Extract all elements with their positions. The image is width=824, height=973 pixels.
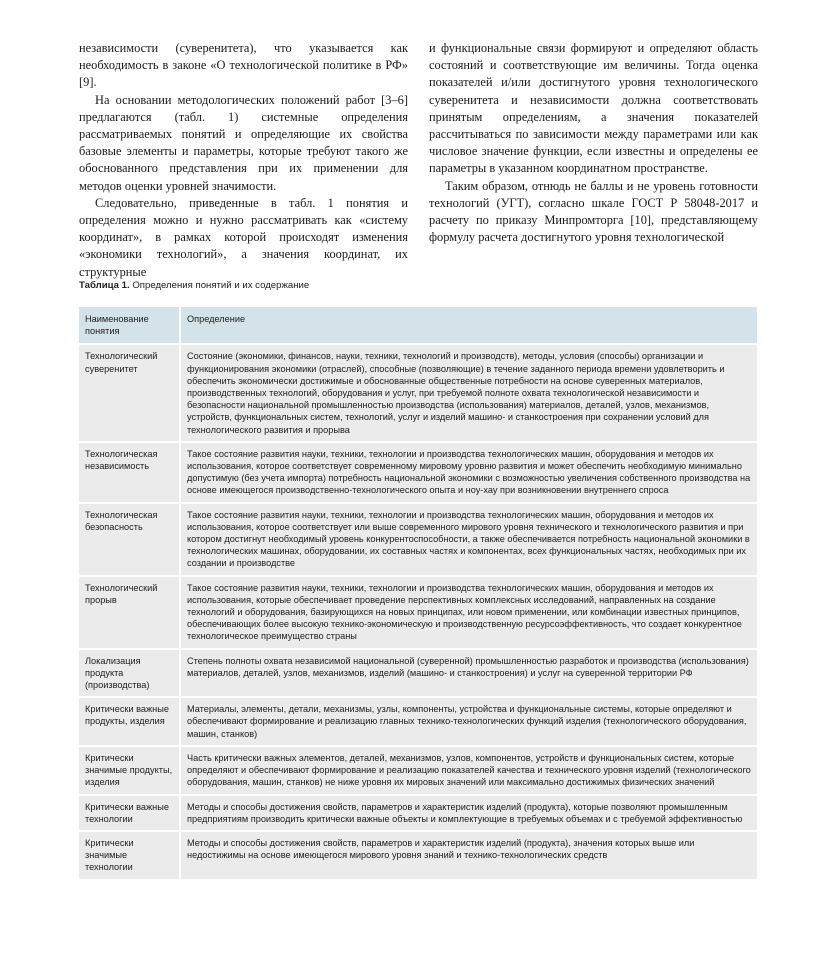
left-text-column <box>79 40 408 281</box>
paragraph: На основании методологических положений работ [3–6] предлагаются (табл. 1) системные определения рассматриваемых понятий и определяющие их свойства базовые элементы и параметры, которые требуют такого же обоснованного представления при их применении для методов оценки уровней значимости. <box>79 92 408 193</box>
header-definition: Определение <box>180 307 757 344</box>
term-cell: Критически важные технологии <box>79 795 180 831</box>
table-caption-label: Таблица 1. <box>79 280 130 291</box>
header-term: Наименование понятия <box>79 307 180 344</box>
table-row <box>79 442 757 503</box>
table-row <box>79 831 757 879</box>
paragraph: независимости (суверенитета), что указывается как необходимость в законе «О технологической политике в РФ» [9]. <box>79 41 408 90</box>
table-row <box>79 746 757 795</box>
definition-cell: Методы и способы достижения свойств, параметров и характеристик изделий (продукта), значения которых выше или недостижимы на основе имеющегося мирового уровня знаний и технико-технологических средств <box>180 831 757 879</box>
table-row <box>79 795 757 831</box>
term-cell: Технологический прорыв <box>79 576 180 649</box>
term-cell: Локализация продукта (производства) <box>79 649 180 698</box>
table-row <box>79 697 757 746</box>
term-cell: Критически важные продукты, изделия <box>79 697 180 746</box>
table-row <box>79 344 757 441</box>
right-text-column <box>429 40 758 246</box>
table-row <box>79 503 757 576</box>
table-caption <box>79 280 309 291</box>
definition-cell: Методы и способы достижения свойств, параметров и характеристик изделий (продукта), которые позволяют промышленным предприятиям производить критически важные объекты и комплектующие в требуемых объемах и с требуемой эффективностью <box>180 795 757 831</box>
term-cell: Критически значимые технологии <box>79 831 180 879</box>
paragraph: Таким образом, отнюдь не баллы и не уровень готовности технологий (УГТ), согласно шкале ГОСТ Р 58048-2017 и расчету по приказу Минпромторга [10], представляющему формулу расчета достигнутого уровня технологической <box>429 178 758 245</box>
table-caption-text: Определения понятий и их содержание <box>132 280 310 291</box>
definitions-table <box>79 307 757 879</box>
paragraph: и функциональные связи формируют и определяют область состояний и соответствующие им величины. Тогда оценка показателей и/или достигнутого уровня технологического суверенитета и независимости должна соответствовать принятым определениям, а значения показателей рассчитываться по зависимости между параметрами или как числовое значение функции, если известны и определены ее параметры в указанном координатном пространстве. <box>429 41 758 176</box>
term-cell: Технологическая независимость <box>79 442 180 503</box>
definition-cell: Такое состояние развития науки, техники, технологии и производства технологических машин, оборудования и методов их использования, которые обеспечивает проведение перспективных комплексных исследований, направленных на создание технологий и оборудования, базирующихся на новых принципах, или новом применении, или комбинации известных принципов, обеспечивающих более высокую технико-экономическую и производственную ресурсоэффективность, что создает конкурентное технологическое преимущество страны <box>180 576 757 649</box>
paragraph: Следовательно, приведенные в табл. 1 понятия и определения можно и нужно рассматривать как «систему координат», в рамках которой происходят изменения «экономики технологий», а значения координат, их структурные <box>79 195 408 279</box>
definition-cell: Степень полноты охвата независимой национальной (суверенной) промышленностью разработок и производства (использования) материалов, деталей, узлов, механизмов, изделий (машино- и станкостроения) и услуг на суверенной территории РФ <box>180 649 757 698</box>
term-cell: Критически значимые продукты, изделия <box>79 746 180 795</box>
term-cell: Технологическая безопасность <box>79 503 180 576</box>
table-header-row <box>79 307 757 344</box>
definition-cell: Материалы, элементы, детали, механизмы, узлы, компоненты, устройства и функциональные системы, которые определяют и обеспечивают формирование и реализацию главных технико-технологических функций изделия (технологического оборудования, машин, станков) <box>180 697 757 746</box>
table-row <box>79 576 757 649</box>
definition-cell: Состояние (экономики, финансов, науки, техники, технологий и производств), методы, условия (способы) организации и функционирования экономики (отраслей), способные (позволяющие) в течение заданного периода времени удовлетворить и обеспечить экономически достижимые и обоснованные общественные потребности на основе суверенных материалов, производственных технологий, оборудования и услуг, при требуемой полноте охвата технологической независимости и безопасности национальной промышленностью производства (использования) материалов, деталей, узлов, механизмов, устройств, функциональных систем, технологий, услуг и изделий машино- и станкостроения при сохранении условий для технологического развития и прорыва <box>180 344 757 441</box>
definition-cell: Часть критически важных элементов, деталей, механизмов, узлов, компонентов, устройств и функциональных систем, которые определяют и обеспечивают формирование и реализацию показателей качества и технического уровня изделий (технологического оборудования, машин, станков) не ниже уровня их мировых значений или максимально достижимых физических значений <box>180 746 757 795</box>
term-cell: Технологический суверенитет <box>79 344 180 441</box>
definition-cell: Такое состояние развития науки, техники, технологии и производства технологических машин, оборудования и методов их использования, которое соответствует или выше современного мирового уровня технического и технологического развития и при котором достигнут необходимый уровень конкурентоспособности, а также обеспечивается потребность национальной экономики в технологических машинах, оборудовании, их составных частях и компонентах, всех функциональных частях, необходимых при их создании и производстве <box>180 503 757 576</box>
definition-cell: Такое состояние развития науки, техники, технологии и производства технологических машин, оборудования и методов их использования, которое соответствует современному мировому уровню развития и может обеспечить необходимую минимально допустимую (без учета импорта) потребность национальной экономики с возможностью увеличения собственного производства на основе имеющегося производственно-технологического опыта и ноу-хау при возникновении внутреннего спроса <box>180 442 757 503</box>
table-row <box>79 649 757 698</box>
